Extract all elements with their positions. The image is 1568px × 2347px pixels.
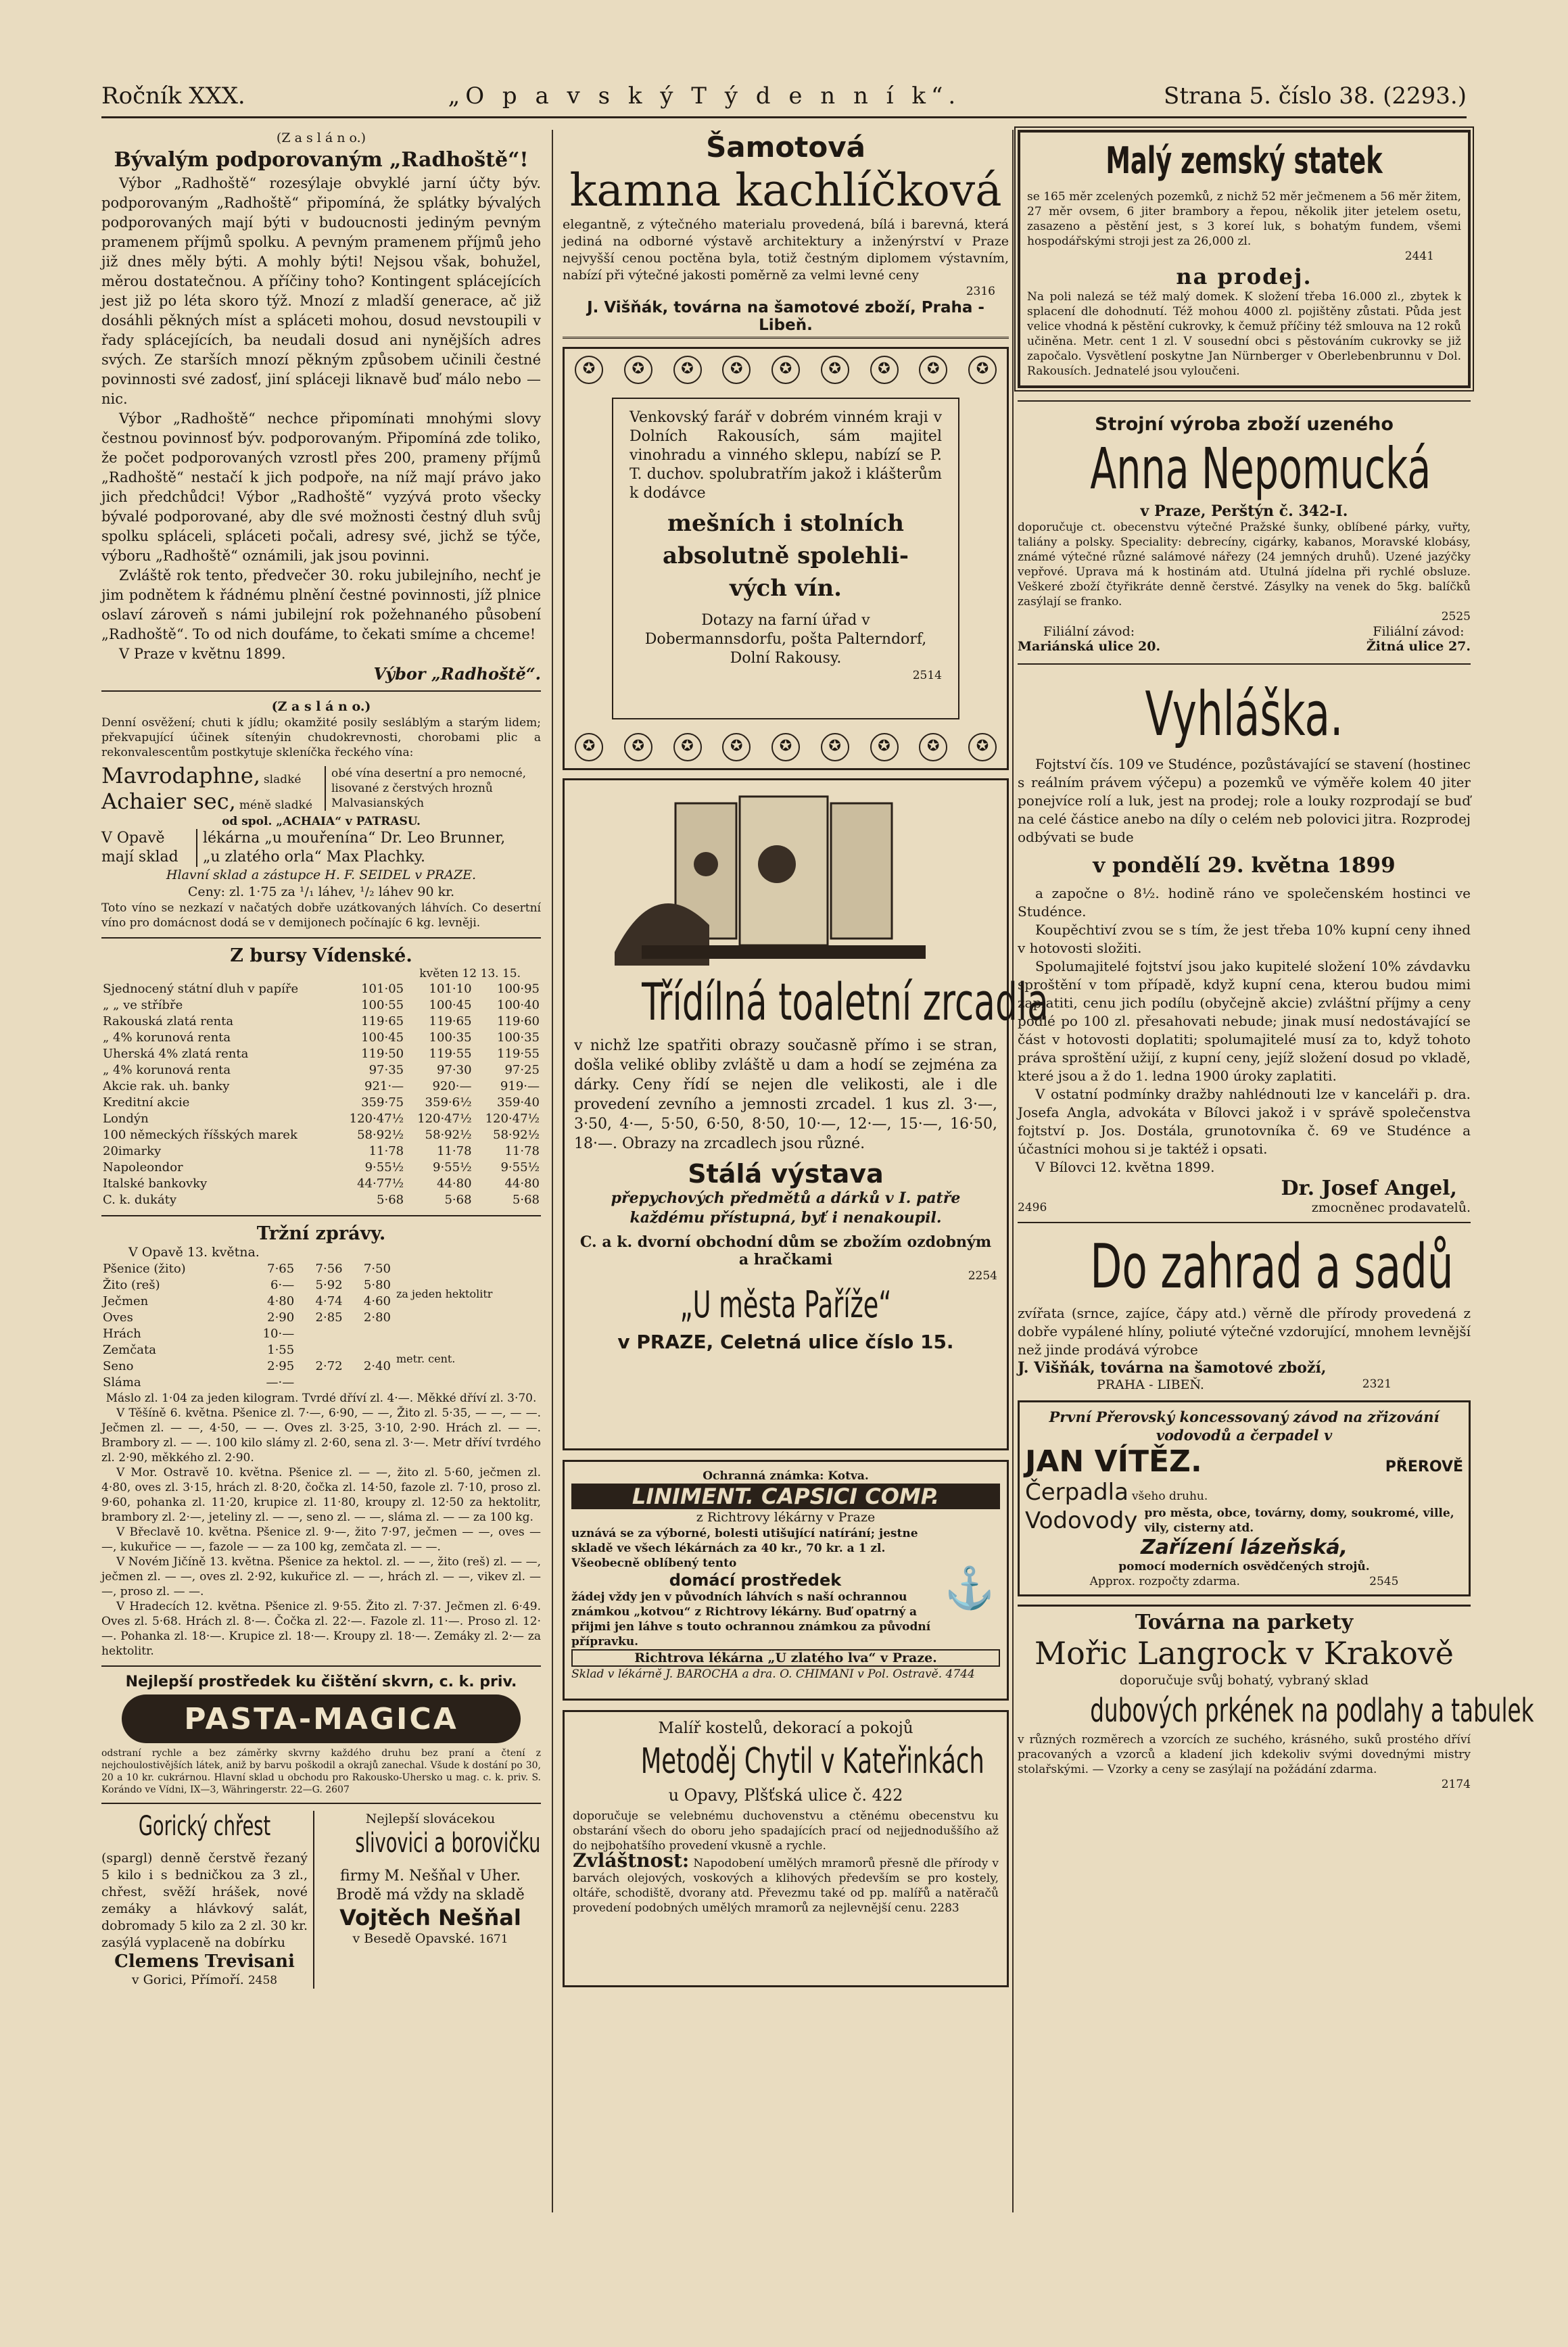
nepomucka-ad [1018,414,1471,654]
row-value: 100·35 [429,1030,472,1045]
row-value: 58·92½ [425,1128,472,1142]
vitez-city: PŘEROVĚ [1385,1459,1463,1475]
row-label: Kreditní akcie [103,1095,190,1110]
mavro-footnote: Toto víno se nezkazí v načatých dobře uzátkovaných láhvích. Co desertní víno pro domácnost dodá se v demijonech počínajíc 6 kg. levněji. [101,901,541,930]
liniment-mid: domácí prostředek [669,1571,842,1590]
chytil-name: Metoděj Chytil v Kateřinkách [640,1741,984,1782]
estate-body2: Na poli nalezá se též malý domek. K složení třeba 16.000 zl., zbytek k splacení dle dohodnutí. Též mohou 4000 zl. pojištěny zůstati. Půda jest velice vhodná k pěstění cukrovky, k čemuž příčiny též smlouva na 12 roků učiněna. Metr. cent 1 zl. V sousední obci s pěstováním cukrovky se již započalo. Vysvětlení poskytne Jan Nürnberger v Oberlebenbrunnu v Dol. Rakousích. Jednatelé jsou vyloučeni. [1027,290,1461,378]
langrock-top: Továrna na parkety [1135,1611,1354,1634]
row-value: 11·78 [369,1144,404,1158]
radhoste-date: V Praze v květnu 1899. [119,646,286,662]
row-value: 2·72 [315,1359,343,1373]
wine-big: mešních i stolních [667,510,904,537]
vyhlaska-date: v pondělí 29. května 1899 [1093,853,1396,878]
wine-name: Achaier sec, [101,788,236,814]
market-other [101,1406,541,1659]
langrock-body: v různých rozměrech a vzorcích ze suchého, krásného, suků prostého dříví pracovaných a vzorců a kladení jich kdekoliv svými dovednými mistry stolařskými. — Vzorky a ceny se zasýlají na požádání zdarma. [1018,1733,1471,1776]
market-wood: Máslo zl. 1·04 za jeden kilogram. Tvrdé dříví zl. 4·—. Měkké dříví zl. 3·70. [105,1392,537,1405]
nepomucka-address: v Praze, Perštýn č. 342-I. [1140,502,1348,520]
row-label: Sjednocený státní dluh v papíře [103,982,299,996]
pasta-heading: Nejlepší prostředek ku čištění skvrn, c. k. priv. [125,1674,517,1690]
zaslano-label: (Z a s l á n o.) [276,131,366,145]
wine-text: Venkovský farář v dobrém vinném kraji v Dolních Rakousích, sám majitel vinohradu a vinného sklepu, nabízí se P. T. duchov. spolubratřím jakož i klášterům k dodávce [629,409,942,502]
liniment-sub: z Richtrovy lékárny v Praze [696,1510,876,1525]
market-unit: metr. cent. [396,1352,456,1365]
market-report: V Břeclavě 10. května. Pšenice zl. 9·—, žito 7·97, ječmen — —, oves — —, kukuřice — —, fazole — — za 100 kg, zemčata zl. — —. [101,1525,541,1554]
chytil-special: Zvláštnost: [573,1849,690,1872]
table-row [101,1342,392,1358]
anchor-icon: ⚓ [944,1564,995,1612]
ad-number: 2283 [930,1901,959,1915]
row-value [344,1342,392,1358]
samot-body: elegantně, z výtečného materialu provedená, bílá i barevná, která jediná na odborné výstavě architektury a inženýrství v Praze nejvyšší cenou poctěna byla, totiž čestným diplomem výstavním, nabízí při výtečné jakosti poměrně za velmi levné ceny [563,217,1009,283]
market-report: V Těšíně 6. května. Pšenice zl. 7·—, 6·90, — —, Žito zl. 5·35, — —, — —. Ječmen zl. — —, 4·50, — —. Oves zl. 3·25, 3·10, 2·90. Hrách zl. — —. Brambory zl. — —. 100 kilo slámy zl. 2·60, sena zl. 3·—. Metr dříví tvrdého zl. 2·90, měkkého zl. 2·90. [101,1406,541,1465]
row-value [295,1342,343,1358]
row-value: 100·40 [497,998,540,1012]
row-value: 5·68 [444,1193,472,1207]
row-value [295,1326,343,1342]
estate-for-sale: na prodej. [1176,264,1312,289]
radhoste-notice [101,130,541,684]
row-value: 9·55½ [433,1160,472,1175]
row-label: Napoleondor [103,1160,183,1175]
wine-name: Mavrodaphne, [101,763,260,788]
row-label: Italské bankovky [103,1177,208,1191]
exhibition-title: Stálá výstava [688,1159,884,1189]
vitez-baths-desc: pomocí moderních osvědčených strojů. [1118,1560,1370,1573]
gor-name: Clemens Trevisani [114,1951,295,1972]
row-label: Pšenice (žito) [103,1262,186,1276]
row-value: 120·47½ [349,1112,404,1126]
vyhlaska-role: zmocněnec prodavatelů. [1311,1200,1471,1215]
vitez-ad [1018,1400,1471,1596]
row-value: 100·35 [497,1030,540,1045]
newspaper-title: „O p a v s k ý T ý d e n n í k“. [448,82,961,110]
nesnal-ad [314,1811,541,1989]
market-report: V Novém Jičíně 13. května. Pšenice za hektol. zl. — —, žito (reš) zl. — —, ječmen zl. — —, oves zl. 2·92, kukuřice zl. — —, hrách zl. — —, vikev zl. — —, proso zl. — —. [101,1555,541,1598]
row-value: 359·6½ [425,1095,472,1110]
market-opava: V Opavě 13. května. [128,1245,260,1260]
table-row [101,997,541,1014]
market-report: V Hradecích 12. května. Pšenice zl. 9·55. Žito zl. 7·37. Ječmen zl. 6·49. Oves zl. 5·68. Hrách zl. 8·—. Čočka zl. 22·—. Fazole zl. 11·—. Proso zl. 12·—. Pohanka zl. 18·—. Krupice zl. 18·—. Kroupy zl. 18·—. Zemáky zl. 2·— za hektolitr. [101,1600,541,1658]
ad-number: 2441 [1404,250,1434,263]
pharmacy-2: „u zlatého orla“ Max Plachky. [203,849,426,866]
nesnal-place: v Besedě Opavské. [352,1931,475,1946]
mavro-price: Ceny: zl. 1·75 za ¹/₁ láhev, ¹/₂ láhev 90 kr. [187,884,455,899]
row-value: 44·77½ [357,1177,404,1191]
row-label: 20imarky [103,1144,162,1158]
row-value: 11·78 [437,1144,472,1158]
nesnal-products: slivovici a borovičku [355,1828,541,1859]
row-value: 2·90 [267,1310,295,1325]
row-value: 5·68 [377,1193,404,1207]
chytil-body: doporučuje se velebnému duchovenstvu a ctěnému obecenstvu ku obstarání všech do oboru jeho spadajících prací od nejjednoduššího až do nejbohatšího provedení vkusně a rychle. [573,1809,999,1853]
row-label: Uherská 4% zlatá renta [103,1047,249,1061]
vitez-approx: Approx. rozpočty zdarma. [1089,1575,1240,1588]
radhoste-title: Bývalým podporovaným „Radhoště“! [114,148,529,172]
row-value: 7·65 [267,1262,295,1276]
branch-address: Mariánská ulice 20. [1018,639,1161,654]
nepomucka-body: doporučuje ct. obecenstvu výtečné Pražské šunky, oblíbené párky, vuřty, taliány a polsky. Speciality: debrecíny, cigárky, kabanos, Moravské klobásy, známé výtečné různé salámové nářezy (24 jemných druhů). Uzené jazýčky vepřové. Uprava má k hostinám atd. Utulná jídelna při rychlé obsluze. Veškeré zboží čtyřikráte denně čerstvé. Zásylky na venek do 5kg. balíčků zasýlají se franko. [1018,521,1471,609]
chytil-top: Malíř kostelů, dekorací a pokojů [658,1720,913,1737]
market-unit: za jeden hektolitr [396,1287,493,1300]
row-label: „ 4% korunová renta [103,1030,231,1045]
trademark-label: Ochranná známka: Kotva. [703,1469,869,1483]
vitez-pumps: Čerpadla [1025,1479,1129,1506]
row-value: 58·92½ [357,1128,404,1142]
langrock-sub: doporučuje svůj bohatý, vybraný sklad [1119,1673,1369,1688]
table-row [101,1078,541,1095]
row-value: 4·80 [267,1294,295,1308]
row-value: 100·45 [361,1030,404,1045]
table-row [101,1143,541,1160]
row-label: Rakouská zlatá renta [103,1014,234,1028]
row-value: 1·55 [267,1343,295,1357]
row-label: C. k. dukáty [103,1193,177,1207]
row-value: 6·— [270,1278,295,1292]
table-row [101,1358,392,1375]
vyhlaska-place: V Bílovci 12. května 1899. [1035,1159,1215,1175]
table-row [101,1127,541,1143]
mirror-illustration [574,790,993,966]
row-value: 4·74 [315,1294,343,1308]
radhoste-paragraph: Výbor „Radhoště“ nechce připomínati mnohými slovy čestnou povinnosť býv. podporovaným. Připomíná zde toliko, že počet podporovaných vzrostl přes 200, prameny příjmů „Radhoště“ nestačí k jich podpoře, na níž mají právo jako jich předchůdci! Výbor „Radhoště“ vyzývá proto všecky bývalé podporované, aby dle své možnosti čestný dluh svůj spolku spláceli, spláceti počali, adresy své, jichž se týče, výboru „Radhoště“ oznámili, jak jsou povinni. [101,410,541,564]
radhoste-paragraph: Zvláště rok tento, předvečer 30. roku jubilejního, nechť je jim podnětem k řádnému plnění čestné povinnosti, jíž plnice oslaví zároveň s námi jubilejní rok požehnaného působení „Radhoště“. To od nich doufáme, to čekati smíme a chceme! [101,567,541,642]
mavro-intro: Denní osvěžení; chuti k jídlu; okamžité posily sesláblým a starým lidem; překvapující účinek sítenýin chudokrevnosti, chorobami plic a rekonvalescentům postkytuje skleníčka řeckého vína: [101,716,541,759]
ad-number: 4744 [945,1667,975,1681]
row-value: —·— [266,1375,295,1390]
row-label: Londýn [103,1112,149,1126]
vyhlaska-notice [1018,674,1471,1215]
star-border: ✪ ✪ ✪ ✪ ✪ ✪ ✪ ✪ ✪ [571,356,1000,384]
row-label: 100 německých říšských marek [103,1128,298,1142]
row-value: 921·— [364,1079,404,1093]
wine-big: absolutně spolehli- [663,542,909,569]
row-value: 58·92½ [493,1128,540,1142]
row-label: Oves [103,1310,133,1325]
nepomucka-name: Anna Nepomucká [1090,435,1431,502]
row-value: 44·80 [504,1177,540,1191]
exhibition-text: přepychových předmětů a dárků v I. patře každému přístupná, byť i nenakoupil. [611,1189,961,1227]
chytil-special-text: Napodobení umělých mramorů přesně dle přírody v barvách olejových, voskových a klihových především se pro kostely, oltáře, schodiště, dvorany atd. Převezmu také od pp. malířů a natěračů provedení podobných umělých mramorů za nejlevnější cenu. [573,1857,999,1915]
row-value: 359·40 [497,1095,540,1110]
row-value: 2·85 [315,1310,343,1325]
shop-name: „U města Paříže“ [680,1283,892,1326]
row-label: Ječmen [103,1294,149,1308]
nesnal-top: Nejlepší slovácekou [365,1811,496,1826]
samot-firm: J. Višňák, továrna na šamotové zboží, Praha - Libeň. [563,299,1009,339]
pharmacy-1: lékárna „u mouřenína“ Dr. Leo Brunner, [203,830,506,847]
table-row [101,1030,541,1046]
mavro-sklad: mají sklad [101,849,179,866]
table-row [101,1375,392,1391]
page-header [101,76,1467,118]
vitez-top: První Přerovský koncessovaný závod na zřizování vodovodů a čerpadel v [1049,1408,1440,1444]
row-label: Sláma [103,1375,141,1390]
radhoste-signature: Výbor „Radhoště“. [373,664,541,684]
table-row [101,1062,541,1078]
column-right [1018,130,1534,2212]
pasta-tube-logo: PASTA-MAGICA [122,1694,521,1743]
row-value: 2·95 [267,1359,295,1373]
ad-number: 2525 [1441,610,1471,623]
row-value: 119·60 [497,1014,540,1028]
row-value: 120·47½ [485,1112,540,1126]
row-value: 2·80 [363,1310,391,1325]
column-divider [1012,130,1014,2212]
estate-ad [1018,130,1471,388]
vitez-water: Vodovody [1025,1507,1138,1534]
branch-address: Žitná ulice 27. [1366,639,1471,654]
row-label: Akcie rak. uh. banky [103,1079,230,1093]
langrock-name: Mořic Langrock v Krakově [1034,1635,1454,1672]
zaslano-label: (Z a s l á n o.) [271,699,371,714]
ad-number: 2514 [912,669,942,682]
gor-body: (spargl) denně čerstvě řezaný 5 kilo i s bedničkou za 3 zl., chřest, svěží hrášek, nové zemáky a hlávkový salát, dobromady 5 kilo za 2 zl. 30 kr. zasýlá vyplaceně na dobírku [101,1851,308,1950]
liniment-ad [563,1460,1009,1701]
ad-number: 2458 [247,1974,278,1987]
row-value: 119·65 [429,1014,472,1028]
table-row [101,1192,541,1208]
vyhlaska-paragraph: V ostatní podmínky dražby nahlédnouti lze v kanceláři p. dra. Josefa Angla, advokáta v Bílovci jakož i v správě společenstva fojtství p. Jos. Dostála, grunotovníka č. 69 ve Studénce a účastníci mohou si je taktéž i opsati. [1018,1086,1471,1157]
table-row [101,1095,541,1111]
zahrady-ad [1018,1230,1471,1394]
row-value: 97·35 [369,1063,404,1077]
row-value [344,1375,392,1391]
row-value: 100·45 [429,998,472,1012]
row-value: 5·68 [512,1193,540,1207]
row-value: 920·— [432,1079,472,1093]
table-row [101,1046,541,1062]
bursa-title: Z bursy Vídenské. [230,945,412,966]
row-value: 9·55½ [500,1160,540,1175]
chytil-ad [563,1710,1009,1987]
row-value: 97·30 [437,1063,472,1077]
bursa-section [101,945,541,1208]
zahrady-body: zvířata (srnce, zajíce, čápy atd.) věrně dle přírody provedená z dobře vypálené hlíny, poliuté výtečné vzdorující, mnohem levnější než jinde prodává výrobce [1018,1305,1471,1358]
gor-title: Gorický chřest [138,1811,271,1842]
vyhlaska-signature: Dr. Josef Angel, [1281,1177,1457,1200]
pasta-magica-ad [101,1674,541,1796]
row-value: 7·50 [363,1262,391,1276]
radhoste-paragraph: Výbor „Radhoště“ rozesýlaje obvyklé jarní účty býv. podporovaným „Radhoště“ připomíná, že splátky bývalých podporovaných mají býti v budoucnosti jediným pevným pramenem příjmů spolku. A pevným pramenem příjmů jeho již dnes měly býti. A mohly býti! Nejsou však, bohužel, měrou dostatečnou. A příčiny toho? Kontingent splácejících jest již po léta skoro týž. Mnozí z mladší generace, ač již dosáhli pěkných míst a spláceti mohou, dosud nevstoupili v řady splácejících, ba neudali dosud ani nynějších adres svých. Ze starších mnozí pěkným způsobem učinili čestné povinnosti své zadosť, jiní spláceji liknavě buď málo nebo — nic. [101,175,541,407]
vitez-name: JAN VÍTĚZ. [1025,1444,1202,1479]
vitez-water-desc: pro města, obce, továrny, domy, soukromé, ville, vily, cisterny atd. [1144,1507,1454,1535]
row-value: 919·— [500,1079,540,1093]
langrock-ad [1018,1605,1534,1792]
ad-number: 2321 [1362,1377,1392,1391]
ad-number: 1671 [479,1933,508,1946]
vyhlaska-paragraph: Fojtství čís. 109 ve Studénce, pozůstávající se stavení (hostinec s reálním právem výčepu) a pozemků ve výměře kolem 40 jiter ponejvíce rolí a luk, jest na prodej; role a louky rozprodají se buď na celé částice anebo na díly o celém neb polovici jitra. Rozprodej odbývati se bude [1018,756,1471,845]
vitez-baths: Zařízení lázeňská, [1140,1536,1348,1559]
vyhlaska-paragraph: Koupěchtiví zvou se s tím, že jest třeba 10% kupní ceny ihned v hotovosti složiti. [1018,922,1471,956]
ad-number: 2254 [968,1269,997,1283]
row-label: Seno [103,1359,134,1373]
row-label: „ 4% korunová renta [103,1063,231,1077]
row-label: Žito (reš) [103,1278,160,1292]
table-row [101,1277,392,1294]
row-value: 7·56 [315,1262,343,1276]
liniment-body: uznává se za výborné, bolesti utišující natírání; jestne skladě ve všech lékárnách za 40 kr., 70 kr. a 1 zl. Všeobecně oblíbený tento [571,1527,918,1570]
table-row [101,1326,392,1342]
samot-title: Šamotová [706,131,865,164]
row-value: 11·78 [504,1144,540,1158]
ad-number: 2545 [1369,1575,1399,1588]
nesnal-mid: firmy M. Nešňal v Uher. Brodě má vždy na skladě [336,1868,525,1903]
market-section [101,1223,541,1659]
row-value: 359·75 [361,1095,404,1110]
liniment-title: LINIMENT. CAPSICI COMP. [571,1484,1000,1509]
column-left [101,130,541,2212]
row-label: „ „ ve stříbře [103,998,183,1012]
row-label: Zemčata [103,1343,157,1357]
row-value: 119·65 [361,1014,404,1028]
zahrady-place: PRAHA - LIBEŇ. [1096,1377,1204,1392]
row-value: 119·50 [361,1047,404,1061]
column-divider [552,130,553,2212]
bursa-table [101,981,541,1208]
gorica-ad [101,1811,314,1989]
row-label: Hrách [103,1327,141,1341]
samot-ad [563,130,1009,339]
market-report: V Mor. Ostravě 10. května. Pšenice zl. — —, žito zl. 5·60, ječmen zl. 4·80, oves zl. 3·15, hrách zl. 8·20, čočka zl. 14·50, fazole zl. 7·10, proso zl. 9·60, pohanka zl. 11·20, krupice zl. 11·80, kroupy zl. 12·50 za hektolitr, brambory zl. 2·—, jeteliny zl. — —, seno zl. — —, sláma zl. — — za 100 kg. [101,1466,541,1524]
volume-label: Ročník XXX. [101,82,245,110]
row-value: 119·55 [429,1047,472,1061]
liniment-body2: žádej vždy jen v původních láhvích s naší ochrannou známkou „kotvou“ z Richtrovy lékárny. Buď opatrný a přijmi jen láhve s touto ochrannou známkou za původní přípravku. [571,1590,931,1649]
row-value: 5·80 [363,1278,391,1292]
estate-title: Malý zemský statek [1106,139,1383,182]
row-value: 44·80 [437,1177,472,1191]
mavro-main-store: Hlavní sklad a zástupce H. F. SEIDEL v PRAZE. [166,868,477,882]
row-value: 4·60 [363,1294,391,1308]
ad-number: 2174 [1441,1778,1471,1791]
wine-note: obé vína desertní a pro nemocné, lisované z čerstvých hroznů Malvasianských [325,766,534,811]
shop-address: v PRAZE, Celetná ulice číslo 15. [617,1331,954,1353]
table-row [101,1160,541,1176]
table-row [101,1111,541,1127]
mavro-company: od spol. „ACHAIA“ v PATRASU. [222,815,421,828]
table-row [101,1294,392,1310]
mavro-city: V Opavě [101,830,165,847]
samot-big: kamna kachlíčková [569,164,1002,216]
zahrady-title: Do zahrad a sadů [1090,1231,1454,1302]
page-number: Strana 5. číslo 38. (2293.) [1164,82,1467,110]
row-value: 120·47½ [417,1112,472,1126]
table-row [101,981,541,997]
wine-big: vých vín. [730,575,842,602]
mirror-title: Třídílná toaletní zrcadla [642,972,1049,1032]
gor-place: v Gorici, Přímoří. [131,1972,244,1987]
vyhlaska-paragraph: Spolumajitelé fojtství jsou jako kupitelé složení 10% závdavku sproštění v tom případě, když kupní cena, kterou budou mimi zaplatiti, cenu jich podílu (obyčejně akcie) zvláštní příjmy a ceny podlé po 100 zl. přesahovati nebude; jinak musí nedostávající se část v hotovosti doplatiti; spolumajitelé musí za to, když tohoto práva sproštění užijí, z kupní ceny, jejíž složení dosud po vkladě, které jsou a ž do 1. ledna 1900 úroky zaplatiti. [1018,958,1471,1084]
vyhlaska-paragraph: a započne o 8½. hodině ráno ve společenském hostinci ve Studénce. [1018,885,1471,920]
branch-label: Filiální závod: [1043,624,1135,639]
row-value: 101·10 [429,982,472,996]
wine-type: méně sladké [239,799,313,812]
row-value: 100·95 [497,982,540,996]
ad-number: 2496 [1018,1201,1047,1214]
chytil-address: u Opavy, Plšťská ulice č. 422 [668,1786,903,1805]
row-value: 2·40 [363,1359,391,1373]
wine-footer: Dotazy na farní úřad v Dobermannsdorfu, pošta Palterndorf, Dolní Rakousy. [644,612,927,667]
row-value: 97·25 [504,1063,540,1077]
row-value: 5·92 [315,1278,343,1292]
nesnal-name: Vojtěch Nešňal [339,1905,521,1930]
market-title: Tržní zprávy. [256,1223,386,1244]
bursa-dates: květen 12 13. 15. [419,967,521,980]
liniment-store: Sklad v lékárně J. BAROCHA a dra. O. CHIMANI v Pol. Ostravě. [571,1667,943,1681]
branch-label: Filiální závod: [1373,624,1465,639]
estate-body: se 165 měr zcelených pozemků, z nichž 52 měr ječmenem a 56 měr žitem, 27 měr ovsem, 6 jiter brambory a řepou, několik jiter jetelem osetu, zasazeno a pěstění jest, s 3 koreí luk, s bohatým fundem, všemi hospodářskými stroji jest za 26,000 zl. [1027,190,1461,248]
row-value: 101·05 [361,982,404,996]
market-table [101,1261,392,1391]
row-value: 10·— [262,1327,295,1341]
langrock-products: dubových prkének na podlahy a tabulek [1090,1692,1534,1730]
mavrodaphne-ad [101,698,541,930]
ad-number: 2316 [966,285,995,298]
mirror-body: v nichž lze spatřiti obrazy současně přímo i se stran, došla veliké obliby zvláště u dam a hodí se zejména za dárky. Ceny řídí se nejen dle velikosti, ale i dle provedení zevního a jemnosti zrcadel. 1 kus zl. 3·—, 3·50, 4·—, 5·50, 6·50, 8·50, 10·—, 12·—, 15·—, 16·50, 18·—. Obrazy na zrcadlech jsou různé. [574,1037,997,1152]
pasta-body: odstraní rychle a bez záměrky skvrny každého druhu bez praní a čtení z nejchoulostivějších látek, aniž by barvu poškodil a okrajů zanechal. Všude k dostání po 30, 20 a 10 kr. cukrárnou. Hlavní sklad u obchodu pro Rakousko-Uhersko u mag. c. k. priv. S. Korándo ve Vídni, IX—3, Währingerstr. 22—G. 2607 [101,1748,541,1795]
table-row [101,1310,392,1326]
shop-desc: C. a k. dvorní obchodní dům se zbožím ozdobným a hračkami [579,1233,992,1269]
vitez-pumps-desc: všeho druhu. [1132,1490,1208,1503]
row-value: 9·55½ [364,1160,404,1175]
row-value [295,1375,343,1391]
row-value: 100·55 [361,998,404,1012]
table-row [101,1014,541,1030]
row-value: 119·55 [497,1047,540,1061]
liniment-pharmacy: Richtrova lékárna „U zlatého lva“ v Praze. [571,1649,1000,1667]
vyhlaska-title: Vyhláška. [1145,679,1344,750]
wine-type: sladké [263,773,302,786]
row-value [344,1326,392,1342]
zahrady-firm: J. Višňák, továrna na šamotové zboží, [1018,1359,1327,1377]
nepomucka-top: Strojní výroba zboží uzeného [1095,414,1394,435]
table-row [101,1261,392,1277]
table-row [101,1176,541,1192]
wine-ad: ✪ ✪ ✪ ✪ ✪ ✪ ✪ ✪ ✪ Venkovský farář v dobrém vinném kraji v Dolních Rakousích, sám majitel vinohradu a vinného sklepu, nabízí se P. T. duchov. spolubratřím jakož i klášterům k dodávce mešních i stolních absolutně spolehli- vých vín. Dotazy na farní úřad v Dobermannsdorfu, pošta Palterndorf, Dolní Rakousy. 2514 ✪ ✪ ✪ ✪ ✪ ✪ ✪ ✪ ✪ [563,347,1009,770]
